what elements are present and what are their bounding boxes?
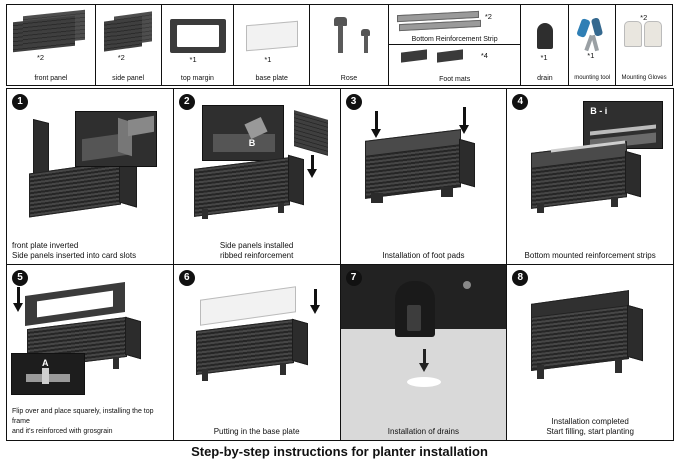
part-qty: *1 bbox=[540, 53, 548, 62]
part-label: mounting tool bbox=[574, 75, 611, 81]
part-label: front panel bbox=[34, 75, 68, 82]
step-6 bbox=[173, 264, 341, 441]
part-gloves bbox=[616, 5, 672, 85]
step-7-illustration bbox=[341, 265, 507, 440]
part-front-panel bbox=[7, 5, 96, 85]
foot-mat-icon bbox=[389, 45, 521, 85]
step-number: 8 bbox=[512, 270, 528, 286]
step-2-label: B bbox=[248, 138, 256, 148]
part-label: drain bbox=[537, 75, 553, 82]
step-5 bbox=[6, 264, 174, 441]
part-qty: *2 bbox=[484, 12, 492, 21]
reinforcement-strip-icon bbox=[389, 5, 521, 45]
step-8 bbox=[506, 264, 674, 441]
part-label: base plate bbox=[255, 75, 288, 82]
part-qty: *2 bbox=[640, 13, 648, 22]
step-number: 5 bbox=[12, 270, 28, 286]
step-3-illustration bbox=[341, 89, 507, 264]
part-label: side panel bbox=[112, 75, 145, 82]
page-title: Step-by-step instructions for planter installation bbox=[191, 444, 488, 459]
part-label: Bottom Reinforcement Strip bbox=[411, 36, 498, 43]
step-number: 1 bbox=[12, 94, 28, 110]
gloves-icon bbox=[616, 5, 672, 74]
screw-icon bbox=[310, 5, 388, 74]
base-plate-icon bbox=[234, 5, 309, 74]
step-7 bbox=[340, 264, 508, 441]
drain-plug-icon bbox=[521, 5, 568, 74]
screwdriver-icon bbox=[569, 5, 615, 74]
step-caption: Installation of foot pads bbox=[382, 251, 465, 260]
step-caption: Installation completed Start filling, start planting bbox=[546, 417, 634, 436]
part-strip-and-mats bbox=[389, 5, 522, 85]
step-2-illustration bbox=[174, 89, 340, 264]
step-1 bbox=[6, 88, 174, 265]
step-4-label: B - i bbox=[590, 106, 608, 116]
part-label: Rose bbox=[340, 75, 358, 82]
top-frame-icon bbox=[162, 5, 234, 74]
step-caption: front plate inverted Side panels inserted into card slots bbox=[12, 241, 137, 260]
part-qty: *2 bbox=[117, 53, 125, 62]
step-caption: Side panels installed ribbed reinforcement bbox=[219, 241, 294, 260]
part-qty: *4 bbox=[480, 51, 488, 60]
part-label: Mounting Gloves bbox=[621, 75, 667, 81]
step-caption: Putting in the base plate bbox=[213, 427, 300, 436]
step-2 bbox=[173, 88, 341, 265]
step-number: 7 bbox=[346, 270, 362, 286]
front-panel-icon bbox=[7, 5, 95, 74]
side-panel-icon bbox=[96, 5, 161, 74]
step-caption: Installation of drains bbox=[387, 427, 459, 436]
step-caption: Flip over and place squarely, installing the top frame and it's reinforced with grosgrain bbox=[12, 408, 154, 435]
part-base-plate bbox=[234, 5, 310, 85]
part-drain bbox=[521, 5, 569, 85]
part-qty: *1 bbox=[264, 55, 272, 64]
step-5-label: A bbox=[42, 358, 49, 368]
parts-list bbox=[6, 4, 673, 86]
part-side-panel bbox=[96, 5, 162, 85]
part-qty: *1 bbox=[189, 55, 197, 64]
part-mounting-tool bbox=[569, 5, 616, 85]
part-label: Foot mats bbox=[439, 76, 471, 83]
part-qty: *2 bbox=[37, 53, 45, 62]
steps-grid bbox=[6, 88, 673, 440]
step-1-illustration bbox=[7, 89, 173, 264]
part-screws bbox=[310, 5, 389, 85]
part-qty: *1 bbox=[587, 51, 595, 60]
step-4 bbox=[506, 88, 674, 265]
step-4-illustration bbox=[507, 89, 673, 264]
step-number: 3 bbox=[346, 94, 362, 110]
part-top-margin bbox=[162, 5, 235, 85]
step-number: 4 bbox=[512, 94, 528, 110]
step-number: 2 bbox=[179, 94, 195, 110]
step-8-illustration bbox=[507, 265, 673, 440]
step-caption: Bottom mounted reinforcement strips bbox=[524, 251, 656, 260]
part-label: top margin bbox=[180, 75, 214, 82]
step-number: 6 bbox=[179, 270, 195, 286]
step-6-illustration bbox=[174, 265, 340, 440]
step-3 bbox=[340, 88, 508, 265]
